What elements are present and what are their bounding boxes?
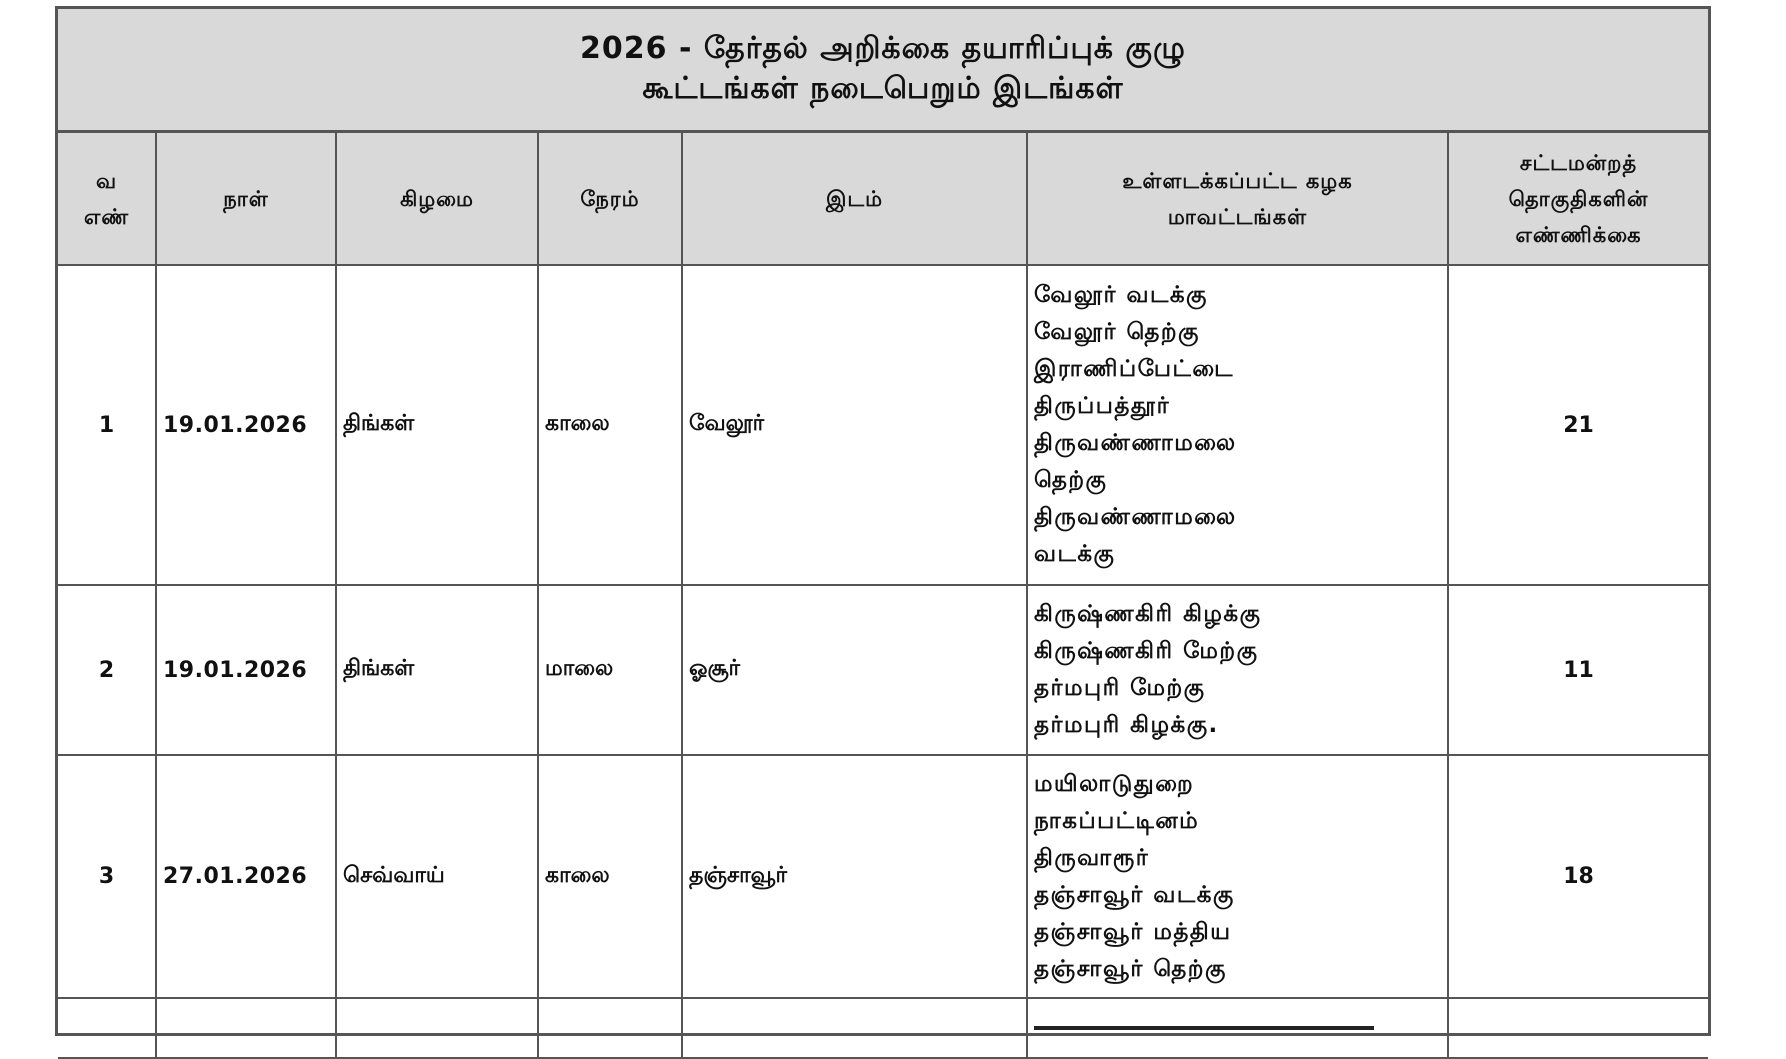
districts-cell	[1027, 585, 1448, 755]
title-line-1: 2026 - தேர்தல் அறிக்கை தயாரிப்புக் குழு	[580, 31, 1186, 66]
district-line: தெற்கு	[1034, 467, 1108, 493]
header-time: நேரம்	[538, 133, 682, 265]
venue-cell: வேலூர்	[682, 265, 1027, 585]
schedule-document	[55, 6, 1711, 1036]
time-cell: மாலை	[538, 585, 682, 755]
constituency-count-cell: 18	[1448, 755, 1708, 998]
header-serial-line-2: எண்	[83, 204, 130, 229]
district-line: திருவண்ணாமலை	[1034, 504, 1237, 530]
schedule-table	[58, 133, 1708, 1059]
district-line: இராணிப்பேட்டை	[1034, 356, 1234, 382]
title-line-2: கூட்டங்கள் நடைபெறும் இடங்கள்	[642, 71, 1124, 106]
header-venue: இடம்	[682, 133, 1027, 265]
header-count-line-3: எண்ணிக்கை	[1515, 222, 1642, 247]
district-line: வேலூர் தெற்கு	[1034, 319, 1200, 345]
districts-cell	[1027, 265, 1448, 585]
constituency-count-cell: 21	[1448, 265, 1708, 585]
date-cell: 19.01.2026	[156, 585, 336, 755]
table-row-partial	[58, 998, 1708, 1058]
district-line: திருப்பத்தூர்	[1034, 393, 1171, 419]
serial-cell: 1	[58, 265, 156, 585]
districts-cell	[1027, 755, 1448, 998]
day-cell	[336, 998, 538, 1058]
table-row	[58, 585, 1708, 755]
district-line: தஞ்சாவூர் தெற்கு	[1034, 955, 1227, 982]
date-cell: 19.01.2026	[156, 265, 336, 585]
district-line: தஞ்சாவூர் வடக்கு	[1034, 881, 1235, 908]
cropped-text-fragment	[1034, 1026, 1374, 1042]
district-line: கிருஷ்ணகிரி கிழக்கு	[1034, 601, 1262, 627]
venue-cell: ஓசூர்	[682, 585, 1027, 755]
serial-cell: 2	[58, 585, 156, 755]
date-cell: 27.01.2026	[156, 755, 336, 998]
header-districts	[1027, 133, 1448, 265]
district-line: தர்மபுரி மேற்கு	[1034, 675, 1206, 701]
header-count-line-2: தொகுதிகளின்	[1508, 186, 1649, 211]
header-serial	[58, 133, 156, 265]
districts-cell	[1027, 998, 1448, 1058]
header-serial-line-1: வ	[95, 168, 118, 193]
district-line: தஞ்சாவூர் மத்திய	[1034, 918, 1232, 945]
district-line: வடக்கு	[1034, 541, 1116, 567]
day-cell: திங்கள்	[336, 585, 538, 755]
district-line: கிருஷ்ணகிரி மேற்கு	[1034, 638, 1259, 664]
day-cell: செவ்வாய்	[336, 755, 538, 998]
district-line: திருவண்ணாமலை	[1034, 430, 1237, 456]
time-cell	[538, 998, 682, 1058]
header-districts-line-1: உள்ளடக்கப்பட்ட கழக	[1122, 168, 1353, 193]
time-cell: காலை	[538, 265, 682, 585]
district-line: தர்மபுரி கிழக்கு.	[1034, 712, 1219, 738]
table-row	[58, 265, 1708, 585]
district-line: திருவாரூர்	[1034, 844, 1150, 871]
serial-cell: 3	[58, 755, 156, 998]
district-line: மயிலாடுதுறை	[1034, 770, 1195, 797]
date-cell	[156, 998, 336, 1058]
header-date: நாள்	[156, 133, 336, 265]
header-day: கிழமை	[336, 133, 538, 265]
document-title	[58, 9, 1708, 133]
header-districts-line-2: மாவட்டங்கள்	[1167, 204, 1308, 229]
serial-cell	[58, 998, 156, 1058]
venue-cell: தஞ்சாவூர்	[682, 755, 1027, 998]
header-constituency-count	[1448, 133, 1708, 265]
header-count-line-1: சட்டமன்றத்	[1519, 150, 1638, 175]
constituency-count-cell	[1448, 998, 1708, 1058]
day-cell: திங்கள்	[336, 265, 538, 585]
district-line: நாகப்பட்டினம்	[1034, 807, 1200, 834]
constituency-count-cell: 11	[1448, 585, 1708, 755]
venue-cell	[682, 998, 1027, 1058]
district-line: வேலூர் வடக்கு	[1034, 282, 1208, 308]
time-cell: காலை	[538, 755, 682, 998]
table-row	[58, 755, 1708, 998]
header-row	[58, 133, 1708, 265]
